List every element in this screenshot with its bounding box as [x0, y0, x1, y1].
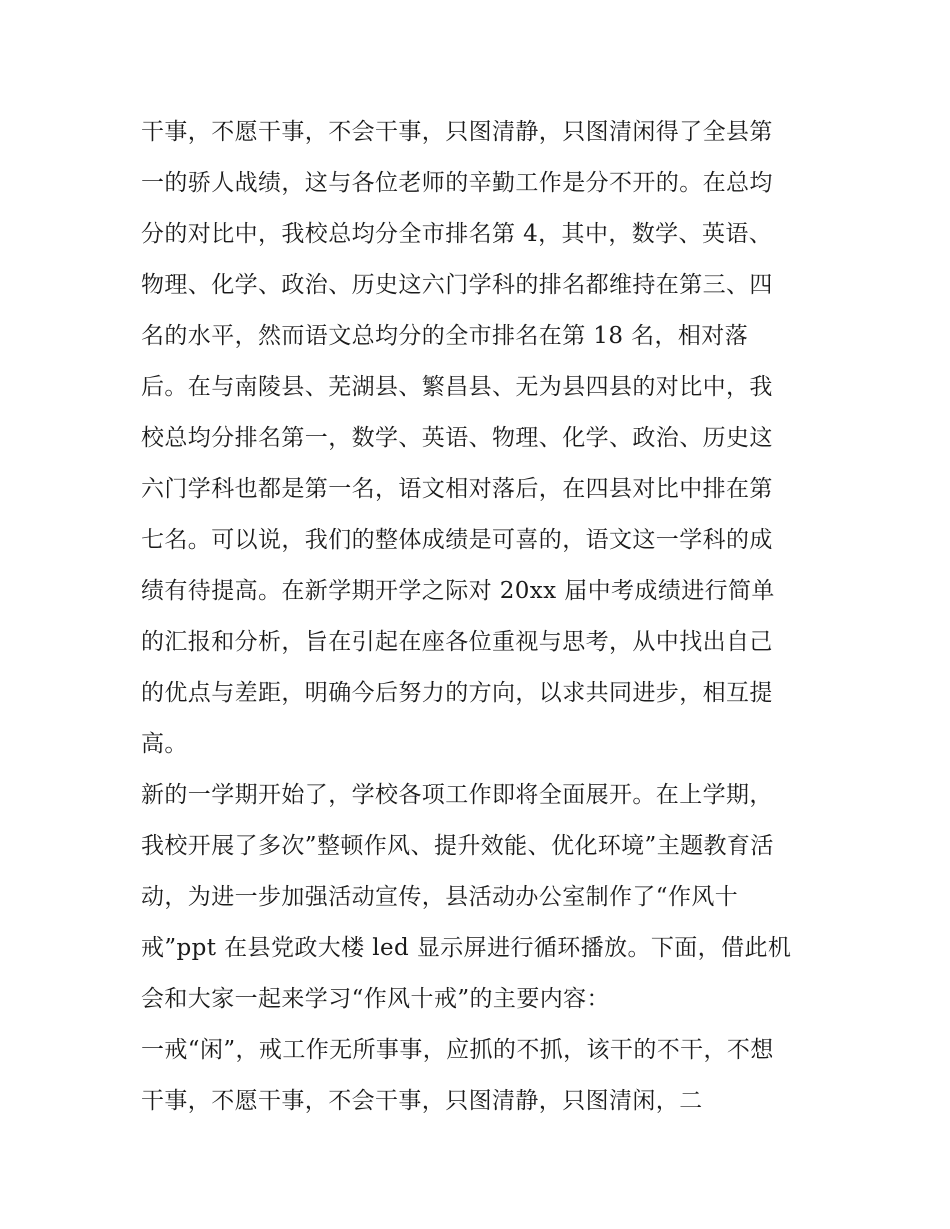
- text-line: 高。: [141, 731, 188, 757]
- text-line: 分的对比中，我校总均分全市排名第 4，其中，数学、英语、: [141, 221, 773, 247]
- document-body: [141, 107, 821, 1127]
- text-line: 绩有待提高。在新学期开学之际对 20xx 届中考成绩进行简单: [141, 578, 775, 604]
- text-line: 会和大家一起来学习“作风十戒”的主要内容：: [141, 986, 610, 1012]
- text-line: 动，为进一步加强活动宣传，县活动办公室制作了“作风十: [141, 884, 739, 910]
- text-line: 的汇报和分析，旨在引起在座各位重视与思考，从中找出自己: [141, 629, 773, 655]
- text-line: 戒”ppt 在县党政大楼 led 显示屏进行循环播放。下面，借此机: [141, 935, 792, 961]
- text-line: 的优点与差距，明确今后努力的方向，以求共同进步，相互提: [141, 680, 773, 706]
- text-line: 新的一学期开始了，学校各项工作即将全面展开。在上学期，: [141, 782, 773, 808]
- text-line: 七名。可以说，我们的整体成绩是可喜的，语文这一学科的成: [141, 527, 773, 553]
- text-line: 干事，不愿干事，不会干事，只图清静，只图清闲得了全县第: [141, 119, 773, 145]
- text-line: 一的骄人战绩，这与各位老师的辛勤工作是分不开的。在总均: [141, 170, 773, 196]
- text-line: 六门学科也都是第一名，语文相对落后，在四县对比中排在第: [141, 476, 773, 502]
- text-line: 名的水平，然而语文总均分的全市排名在第 18 名，相对落: [141, 323, 749, 349]
- text-line: 校总均分排名第一，数学、英语、物理、化学、政治、历史这: [141, 425, 773, 451]
- text-line: 干事，不愿干事，不会干事，只图清静，只图清闲，二: [141, 1088, 703, 1114]
- text-line: 一戒“闲”，戒工作无所事事，应抓的不抓，该干的不干，不想: [141, 1037, 774, 1063]
- text-line: 我校开展了多次”整顿作风、提升效能、优化环境”主题教育活: [141, 833, 774, 859]
- text-line: 物理、化学、政治、历史这六门学科的排名都维持在第三、四: [141, 272, 773, 298]
- text-line: 后。在与南陵县、芜湖县、繁昌县、无为县四县的对比中，我: [141, 374, 773, 400]
